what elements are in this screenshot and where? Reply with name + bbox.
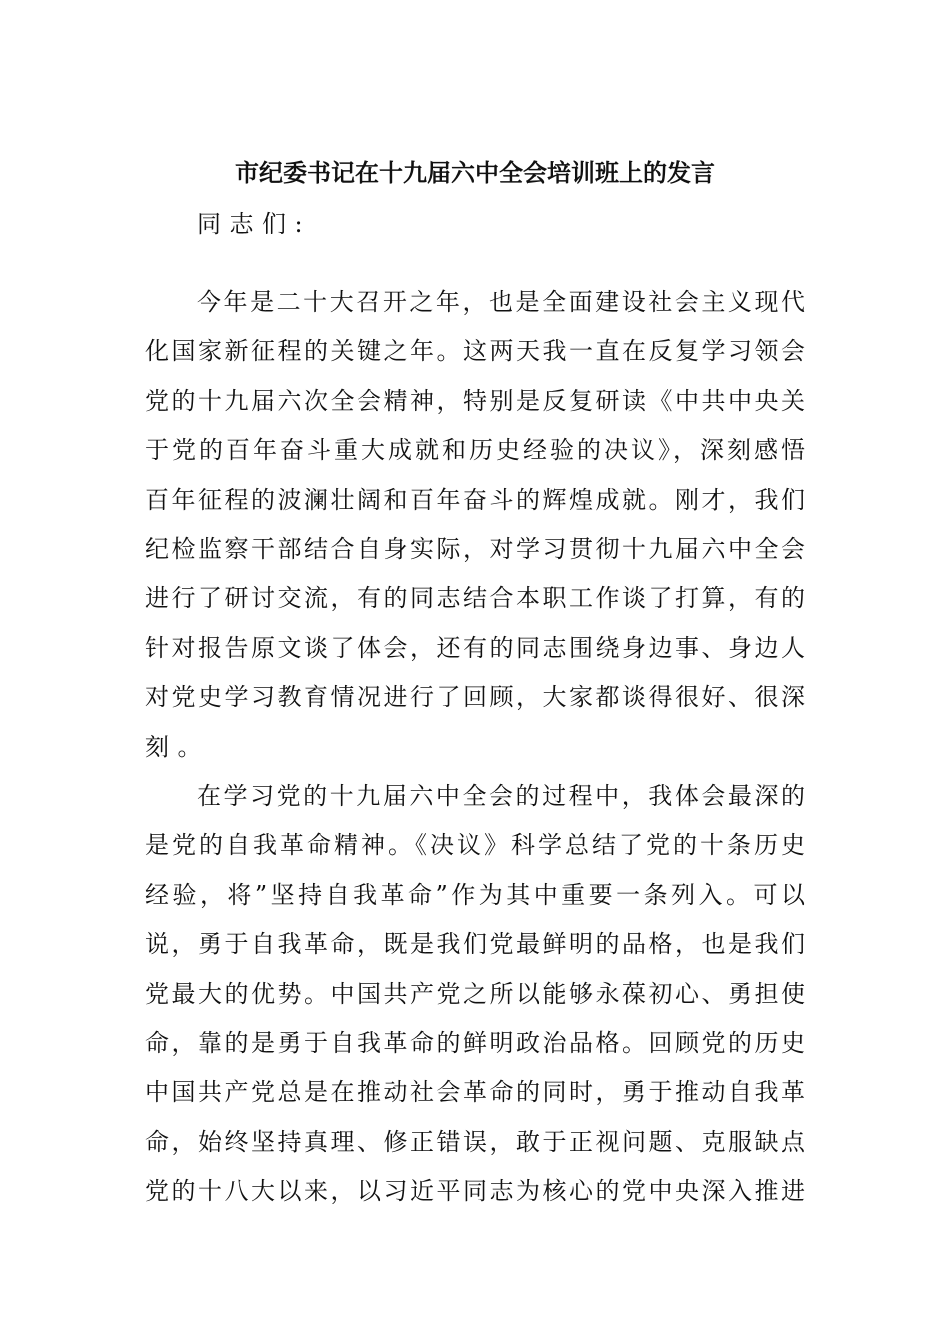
- paragraph-2-line: 是党的自我革命精神。《决议》科学总结了党的十条历史: [145, 831, 805, 860]
- paragraph-2-line: 命，靠的是勇于自我革命的鲜明政治品格。回顾党的历史: [145, 1029, 805, 1057]
- paragraph-2-line: 说，勇于自我革命，既是我们党最鲜明的品格，也是我们: [145, 930, 805, 959]
- paragraph-1-line: 于党的百年奋斗重大成就和历史经验的决议》，深刻感悟: [145, 436, 805, 465]
- paragraph-1-line: 针对报告原文谈了体会，还有的同志围绕身边事、身边人: [145, 633, 805, 662]
- document-title: 市纪委书记在十九届六中全会培训班上的发言: [235, 158, 715, 187]
- paragraph-1-line: 进行了研讨交流，有的同志结合本职工作谈了打算，有的: [145, 584, 805, 613]
- paragraph-1-line: 刻。: [145, 732, 210, 761]
- paragraph-2-line: 经验，将”坚持自我革命”作为其中重要一条列入。可以: [145, 880, 805, 909]
- paragraph-2-line: 党的十八大以来，以习近平同志为核心的党中央深入推进: [145, 1177, 805, 1206]
- paragraph-1-line: 化国家新征程的关键之年。这两天我一直在反复学习领会: [145, 337, 805, 366]
- paragraph-2-line: 在学习党的十九届六中全会的过程中，我体会最深的: [197, 782, 805, 810]
- paragraph-1-line: 纪检监察干部结合自身实际，对学习贯彻十九届六中全会: [145, 535, 805, 563]
- paragraph-1-line: 对党史学习教育情况进行了回顾，大家都谈得很好、很深: [145, 683, 805, 712]
- paragraph-1-line: 百年征程的波澜壮阔和百年奋斗的辉煌成就。刚才，我们: [145, 485, 805, 514]
- paragraph-1-line: 今年是二十大召开之年，也是全面建设社会主义现代: [197, 288, 805, 316]
- salutation: 同志们:: [197, 210, 312, 238]
- paragraph-1-line: 党的十九届六次全会精神，特别是反复研读《中共中央关: [145, 386, 805, 415]
- paragraph-2-line: 中国共产党总是在推动社会革命的同时，勇于推动自我革: [145, 1078, 805, 1107]
- paragraph-2-line: 命，始终坚持真理、修正错误，敢于正视问题、克服缺点: [145, 1127, 805, 1156]
- paragraph-2-line: 党最大的优势。中国共产党之所以能够永葆初心、勇担使: [145, 979, 805, 1008]
